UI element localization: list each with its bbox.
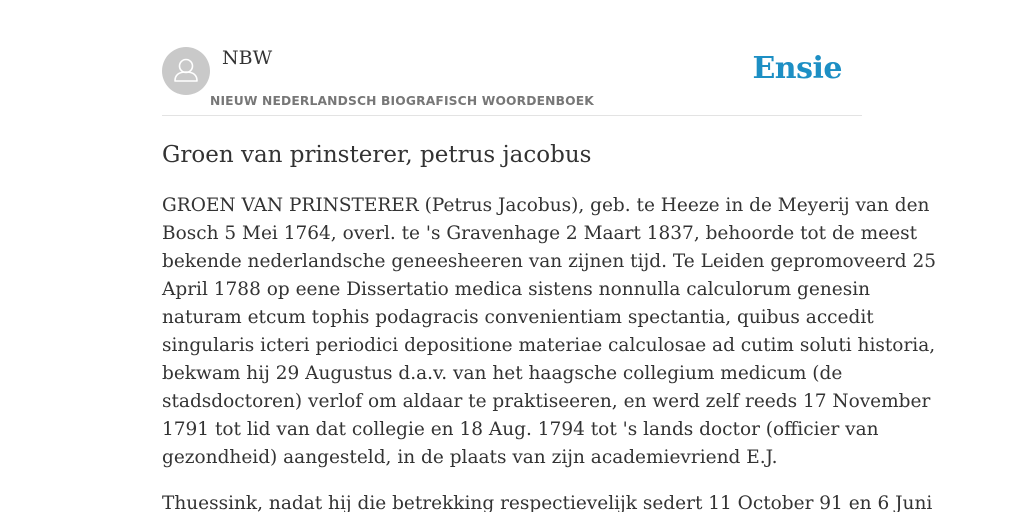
- text-line: Bosch 5 Mei 1764, overl. te 's Gravenhage 2 Maart 1837, behoorde tot de meest: [162, 223, 918, 244]
- text-line: GROEN VAN PRINSTERER (Petrus Jacobus), geb. te Heeze in de Meyerij van den: [162, 195, 930, 216]
- text-line: bekwam hij 29 Augustus d.a.v. van het haagsche collegium medicum (de: [162, 363, 843, 384]
- text-line: Thuessink, nadat hij die betrekking respectievelijk sedert 11 October 91 en 6 Juni: [162, 493, 933, 512]
- avatar[interactable]: [162, 47, 210, 95]
- text-line: naturam etcum tophis podagracis convenientiam spectantia, quibus accedit: [162, 307, 874, 328]
- page: [162, 0, 937, 512]
- ensie-logo[interactable]: Ensie: [752, 51, 842, 86]
- article-paragraph: [162, 490, 933, 512]
- text-line: singularis icteri periodici depositione materiae calculosae ad cutim soluti historia,: [162, 335, 936, 356]
- text-line: bekende nederlandsche geneesheeren van zijnen tijd. Te Leiden gepromoveerd 25: [162, 251, 937, 272]
- text-line: April 1788 op eene Dissertatio medica sistens nonnulla calculorum genesin: [162, 279, 871, 300]
- source-name[interactable]: NBW: [222, 47, 273, 69]
- article-title: Groen van prinsterer, petrus jacobus: [162, 142, 592, 168]
- source-full-name[interactable]: NIEUW NEDERLANDSCH BIOGRAFISCH WOORDENBOEK: [210, 94, 594, 108]
- article-paragraph: [162, 192, 937, 472]
- source-header: [162, 0, 862, 116]
- article-body: [162, 192, 937, 512]
- text-line: 1791 tot lid van dat collegie en 18 Aug. 1794 tot 's lands doctor (officier van: [162, 419, 879, 440]
- text-line: gezondheid) aangesteld, in de plaats van zijn academievriend E.J.: [162, 447, 778, 468]
- text-line: stadsdoctoren) verlof om aldaar te praktiseeren, en werd zelf reeds 17 November: [162, 391, 931, 412]
- user-icon: [162, 47, 210, 95]
